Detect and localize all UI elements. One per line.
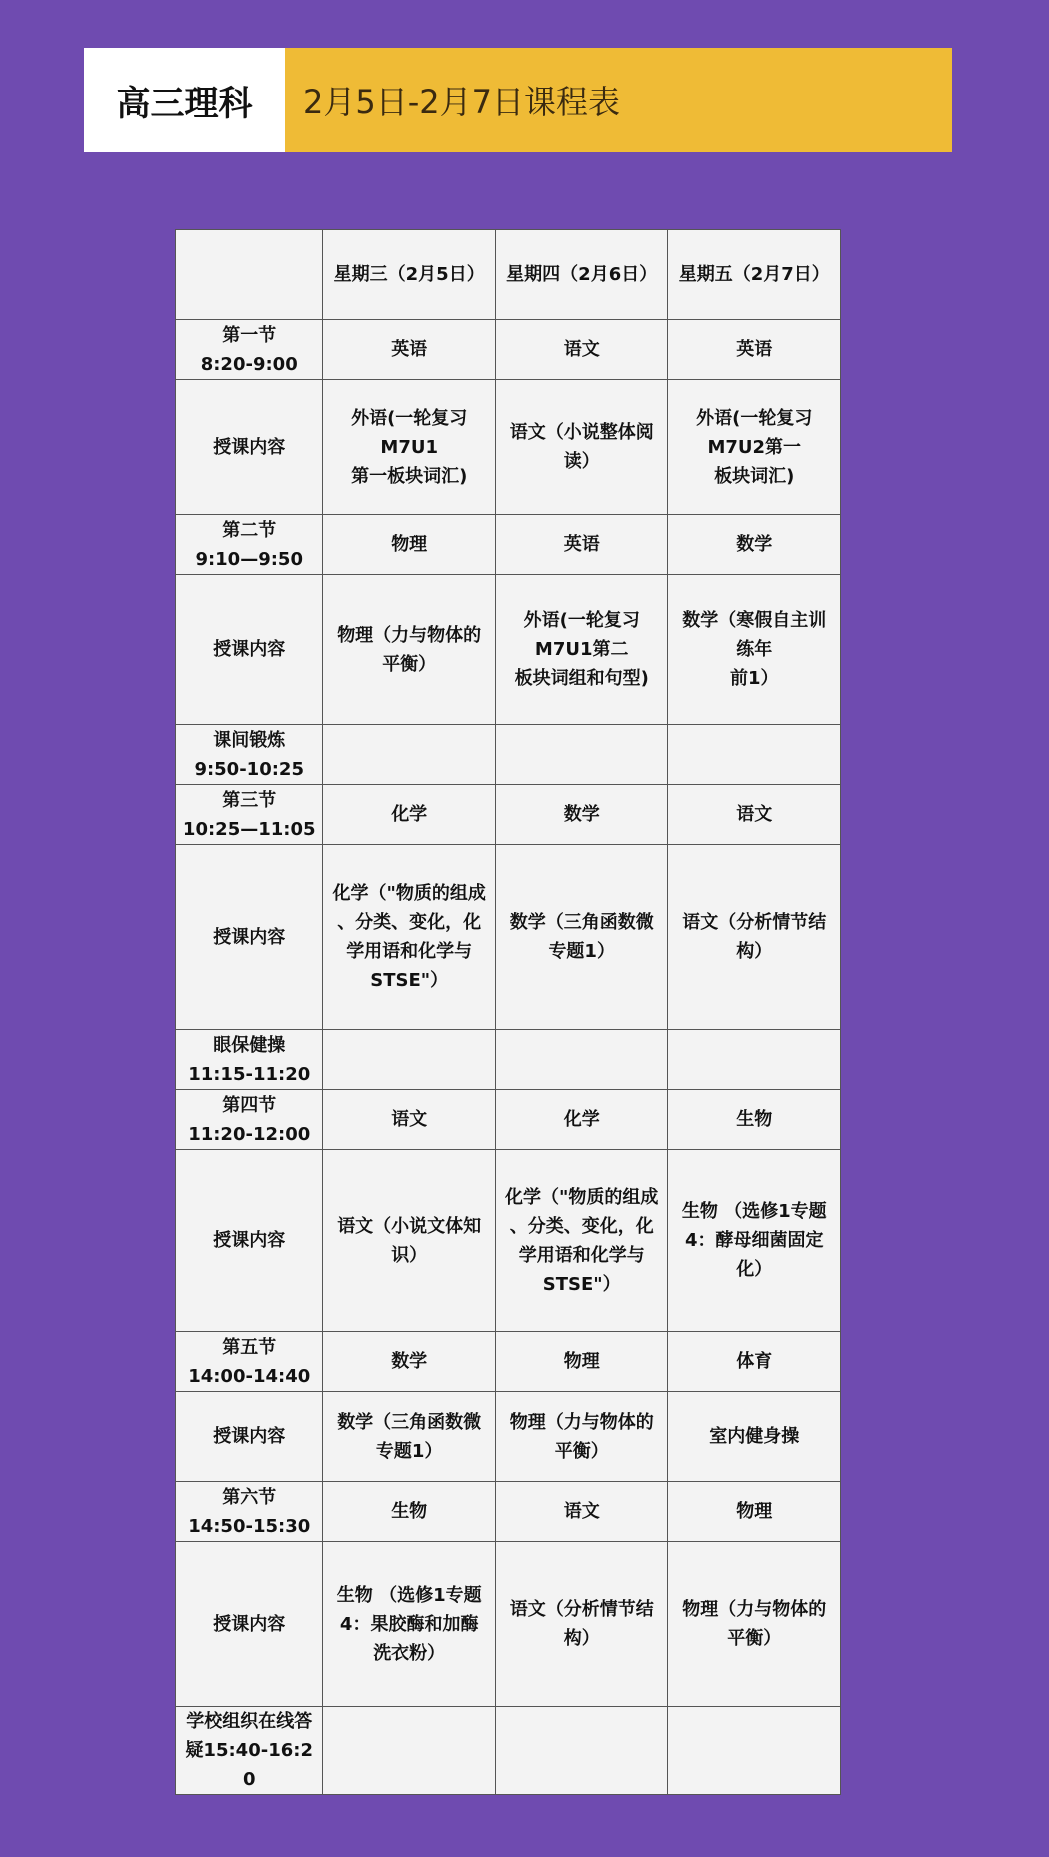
class-cell-line: 语文（分析情节结	[509, 1599, 654, 1620]
schedule-title: 2月5日-2月7日课程表	[285, 48, 952, 152]
class-cell-line: 语文	[563, 339, 600, 360]
class-cell-line: 数学（三角函数微	[509, 912, 654, 933]
class-cell-line: 物理（力与物体的	[682, 1599, 827, 1620]
class-cell	[495, 1542, 668, 1707]
table-row	[176, 1482, 841, 1542]
period-label-cell	[176, 785, 323, 845]
class-cell-line: 体育	[736, 1351, 773, 1372]
period-label-cell	[176, 1392, 323, 1482]
period-label-line: 10:25—11:05	[182, 818, 316, 840]
class-cell	[668, 380, 841, 515]
class-cell-line: 生物	[391, 1501, 428, 1522]
day-header-cell: 星期四（2月6日）	[495, 230, 668, 320]
class-cell	[668, 785, 841, 845]
class-cell-line: 、分类、变化，化	[509, 1215, 654, 1237]
class-cell	[323, 1542, 496, 1707]
period-label-cell	[176, 1542, 323, 1707]
class-cell-line: M7U1	[380, 436, 438, 458]
table-row	[176, 1150, 841, 1332]
class-cell	[668, 1482, 841, 1542]
class-cell	[495, 1030, 668, 1090]
period-label-line: 授课内容	[213, 1230, 286, 1251]
period-label-line: 14:50-15:30	[188, 1515, 311, 1537]
class-cell-line: 板块词汇)	[714, 465, 795, 487]
class-cell	[495, 575, 668, 725]
class-cell	[323, 380, 496, 515]
class-cell	[668, 1332, 841, 1392]
class-cell-line: 语文（小说文体知	[337, 1215, 482, 1237]
class-cell-line: 识）	[391, 1244, 428, 1266]
class-cell	[495, 785, 668, 845]
class-cell-line: 构）	[736, 941, 773, 962]
class-cell-line: 生物 （选修1专题	[681, 1201, 827, 1222]
class-cell	[668, 1090, 841, 1150]
class-cell-line: 英语	[391, 339, 428, 360]
period-label-line: 第二节	[222, 519, 277, 541]
class-cell-line: 前1）	[729, 668, 779, 689]
class-cell-line: 4：果胶酶和加酶	[339, 1613, 479, 1635]
period-label-cell	[176, 1482, 323, 1542]
class-cell	[495, 1707, 668, 1795]
class-cell	[323, 1392, 496, 1482]
class-cell-line: STSE"）	[542, 1273, 621, 1295]
period-label-cell	[176, 320, 323, 380]
period-label-line: 第五节	[222, 1336, 277, 1358]
header-corner-cell	[176, 230, 323, 320]
class-cell-line: 生物 （选修1专题	[336, 1584, 482, 1606]
period-label-line: 第一节	[222, 324, 277, 346]
class-cell-line: 数学	[563, 804, 600, 825]
class-cell-line: 平衡）	[382, 653, 437, 675]
class-cell	[323, 320, 496, 380]
class-cell-line: 读）	[563, 451, 600, 472]
period-label-line: 14:00-14:40	[188, 1365, 311, 1387]
class-cell-line: 语文（分析情节结	[682, 912, 827, 933]
period-label-line: 第四节	[222, 1094, 277, 1116]
table-row	[176, 1332, 841, 1392]
class-cell	[495, 1332, 668, 1392]
class-cell	[323, 785, 496, 845]
period-label-line: 授课内容	[213, 1613, 286, 1635]
period-label-cell	[176, 1707, 323, 1795]
day-header-cell: 星期五（2月7日）	[668, 230, 841, 320]
class-cell-line: 第一板块词汇)	[351, 465, 468, 487]
table-row	[176, 725, 841, 785]
class-cell	[668, 575, 841, 725]
period-label-line: 学校组织在线答	[186, 1711, 313, 1732]
table-row	[176, 1542, 841, 1707]
class-cell-line: 数学	[736, 534, 773, 555]
page-header	[84, 48, 952, 152]
class-cell-line: 外语(一轮复习	[696, 407, 813, 429]
class-cell	[323, 1030, 496, 1090]
class-cell	[323, 1332, 496, 1392]
period-label-line: 课间锻炼	[213, 729, 286, 751]
class-cell-line: 物理	[563, 1351, 600, 1372]
class-cell-line: 外语(一轮复习	[523, 610, 640, 631]
class-cell	[668, 1150, 841, 1332]
class-cell-line: 专题1）	[375, 1440, 443, 1462]
class-cell	[668, 845, 841, 1030]
period-label-line: 授课内容	[213, 1426, 286, 1447]
class-cell-line: M7U2第一	[707, 436, 802, 458]
period-label-line: 9:50-10:25	[194, 758, 304, 780]
class-cell-line: 构）	[563, 1628, 600, 1649]
period-label-line: 9:10—9:50	[195, 548, 303, 570]
class-cell-line: 专题1）	[548, 941, 615, 962]
class-cell-line: 数学（寒假自主训	[682, 610, 827, 631]
class-cell	[668, 725, 841, 785]
class-cell-line: 英语	[736, 339, 773, 360]
table-row	[176, 1707, 841, 1795]
day-header-cell: 星期三（2月5日）	[323, 230, 496, 320]
period-label-line: 第六节	[222, 1486, 277, 1508]
class-cell-line: 学用语和化学与	[518, 1244, 645, 1266]
period-label-line: 眼保健操	[213, 1034, 286, 1056]
table-row	[176, 575, 841, 725]
period-label-line: 授课内容	[213, 639, 286, 660]
class-cell-line: 英语	[563, 534, 600, 555]
class-cell-line: 生物	[736, 1109, 773, 1130]
class-cell-line: 物理	[736, 1501, 773, 1522]
period-label-cell	[176, 515, 323, 575]
class-cell-line: 板块词组和句型)	[514, 668, 649, 689]
period-label-line: 授课内容	[213, 436, 286, 458]
class-cell-line: 物理（力与物体的	[509, 1411, 654, 1433]
class-cell	[323, 1707, 496, 1795]
class-cell	[668, 1542, 841, 1707]
class-cell-line: 练年	[736, 639, 773, 660]
table-row	[176, 515, 841, 575]
class-cell	[668, 1030, 841, 1090]
class-cell-line: 化学（"物质的组成	[332, 883, 486, 904]
schedule-table	[175, 229, 841, 1795]
table-row	[176, 845, 841, 1030]
class-cell-line: 学用语和化学与	[346, 941, 473, 962]
table-row	[176, 1392, 841, 1482]
table-row	[176, 785, 841, 845]
period-label-line: 8:20-9:00	[200, 353, 298, 375]
class-cell-line: M7U1第二	[534, 639, 629, 660]
class-cell	[495, 725, 668, 785]
class-cell	[495, 515, 668, 575]
grade-label: 高三理科	[84, 48, 285, 152]
class-cell-line: 物理	[391, 534, 428, 555]
period-label-cell	[176, 1030, 323, 1090]
table-row	[176, 1030, 841, 1090]
table-header-row	[176, 230, 841, 320]
class-cell	[495, 1482, 668, 1542]
class-cell	[495, 1392, 668, 1482]
class-cell	[323, 1090, 496, 1150]
class-cell	[323, 1150, 496, 1332]
period-label-line: 11:15-11:20	[188, 1063, 311, 1085]
class-cell-line: 化学	[563, 1109, 600, 1130]
class-cell-line: 洗衣粉）	[373, 1642, 446, 1664]
period-label-line: 授课内容	[213, 926, 286, 948]
class-cell-line: 数学（三角函数微	[337, 1411, 482, 1433]
class-cell	[323, 1482, 496, 1542]
class-cell	[495, 380, 668, 515]
class-cell-line: 化学	[391, 804, 428, 825]
period-label-cell	[176, 575, 323, 725]
class-cell-line: 化）	[736, 1259, 773, 1280]
class-cell-line: 语文	[391, 1109, 428, 1130]
class-cell-line: 室内健身操	[709, 1426, 800, 1447]
class-cell-line: 语文	[736, 804, 773, 825]
class-cell	[323, 845, 496, 1030]
period-label-cell	[176, 1332, 323, 1392]
class-cell	[495, 1090, 668, 1150]
class-cell	[495, 320, 668, 380]
class-cell-line: 4：酵母细菌固定	[684, 1230, 824, 1251]
period-label-line: 11:20-12:00	[188, 1123, 311, 1145]
period-label-line: 疑15:40-16:20	[185, 1740, 313, 1790]
class-cell-line: STSE"）	[370, 970, 449, 991]
period-label-cell	[176, 845, 323, 1030]
class-cell	[668, 1707, 841, 1795]
class-cell-line: 语文	[563, 1501, 600, 1522]
class-cell-line: 物理（力与物体的	[337, 624, 482, 646]
class-cell-line: 数学	[391, 1351, 428, 1372]
table-row	[176, 1090, 841, 1150]
class-cell	[495, 1150, 668, 1332]
class-cell	[495, 845, 668, 1030]
class-cell-line: 、分类、变化，化	[337, 912, 482, 933]
class-cell-line: 平衡）	[554, 1440, 609, 1462]
class-cell-line: 平衡）	[727, 1628, 782, 1649]
class-cell-line: 化学（"物质的组成	[505, 1186, 659, 1208]
class-cell	[668, 1392, 841, 1482]
period-label-cell	[176, 1090, 323, 1150]
class-cell	[668, 320, 841, 380]
class-cell-line: 外语(一轮复习	[351, 407, 468, 429]
class-cell	[323, 725, 496, 785]
period-label-line: 第三节	[222, 789, 277, 811]
class-cell	[668, 515, 841, 575]
class-cell	[323, 575, 496, 725]
period-label-cell	[176, 725, 323, 785]
period-label-cell	[176, 380, 323, 515]
period-label-cell	[176, 1150, 323, 1332]
class-cell-line: 语文（小说整体阅	[509, 422, 654, 443]
table-row	[176, 380, 841, 515]
class-cell	[323, 515, 496, 575]
table-row	[176, 320, 841, 380]
